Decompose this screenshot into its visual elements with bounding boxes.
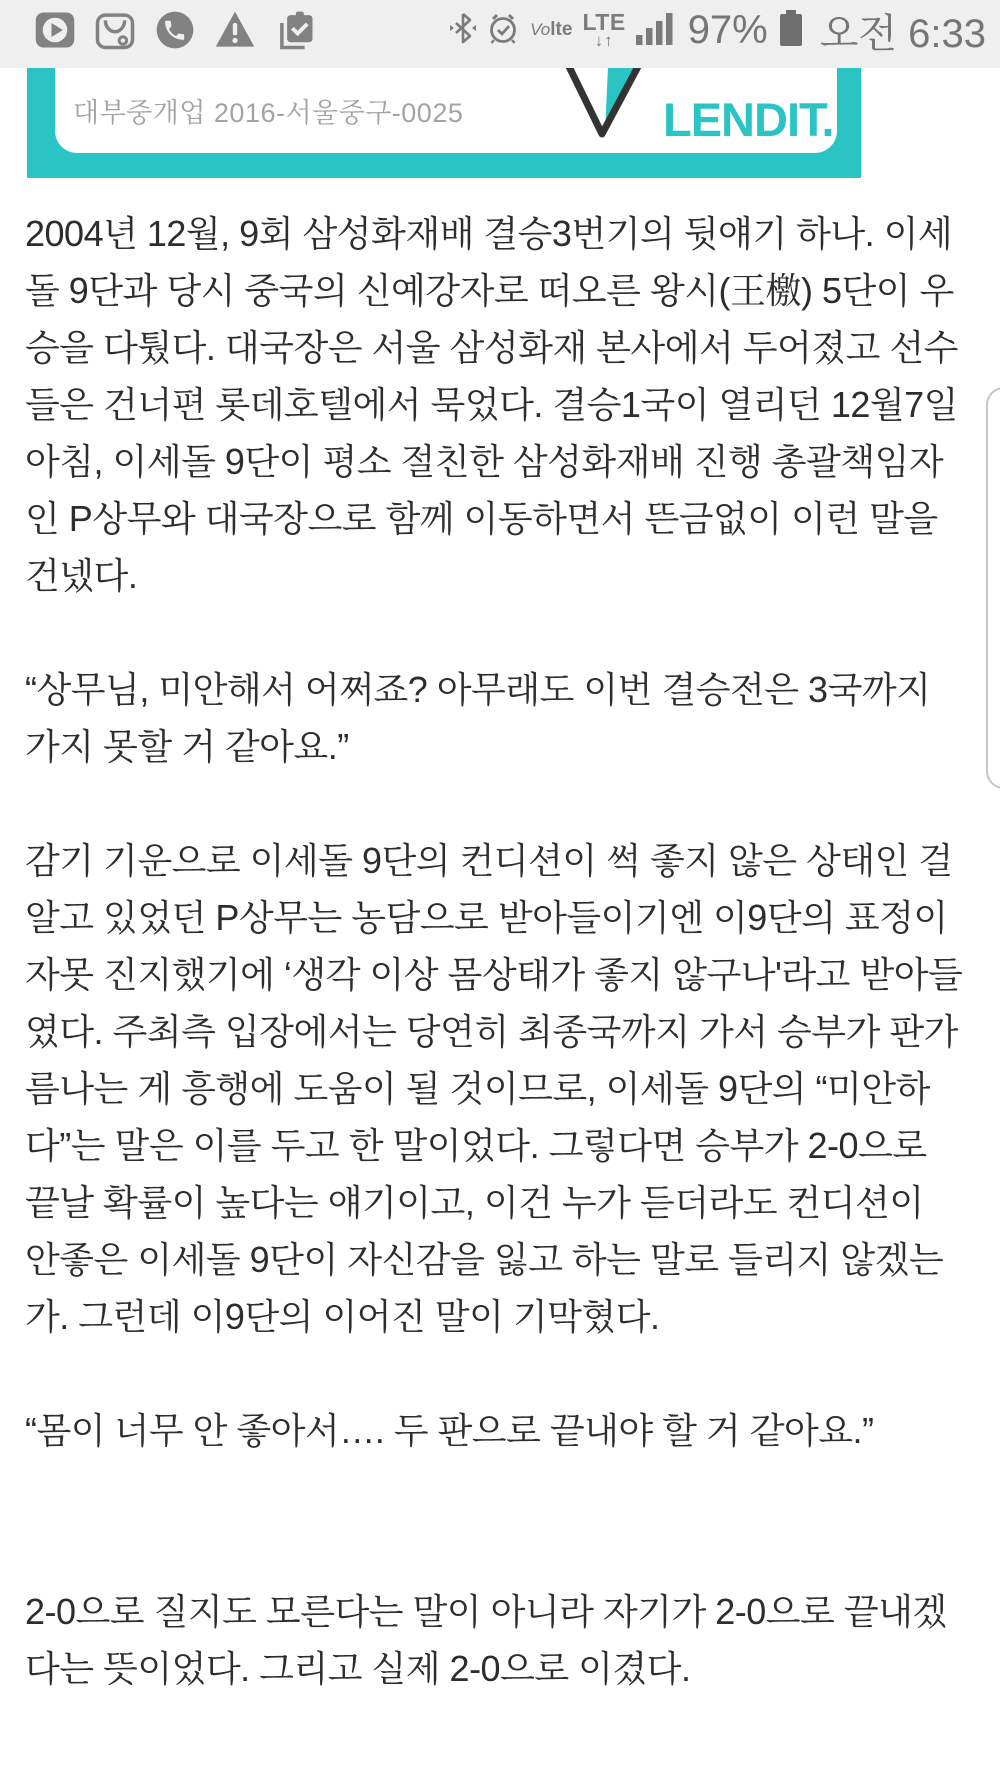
notification-icons [34,9,316,51]
battery-icon [778,9,804,52]
article-paragraph: 2-0으로 질지도 모른다는 말이 아니라 자기가 2-0으로 끝내겠다는 뜻이었다. 그리고 실제 2-0으로 이겼다. [25,1591,947,1689]
lendit-ad-banner[interactable] [27,68,861,178]
alarm-icon [486,11,520,50]
status-clock: 오전 6:33 [819,11,986,56]
status-indicators [450,2,986,59]
shopping-bag-icon [94,9,136,51]
article-paragraph: “상무님, 미안해서 어쩌죠? 아무래도 이번 결승전은 3국까지 가지 못할 거 같아요.” [25,669,931,767]
lendit-logo-icon [547,68,663,155]
warning-icon [214,9,256,51]
signal-strength-icon [636,11,674,50]
article-body [0,178,1000,1697]
clipboard-check-icon [274,9,316,51]
status-bar [0,0,1000,68]
scrollbar-thumb[interactable] [986,387,1000,789]
lte-arrows-icon: ↓↑ [594,31,614,50]
article-paragraph: 감기 기운으로 이세돌 9단의 컨디션이 썩 좋지 않은 상태인 걸 알고 있었던 P상무는 농담으로 받아들이기엔 이9단의 표정이 자못 진지했기에 ‘생각 이상 몸상태가 좋지 않구나'라고 받아들였다. 주최측 입장에서는 당연히 최종국까지 가서 승부가 판가름나는 게 흥행에 도움이 될 것이므로, 이세돌 9단의 “미안하다”는 말은 이를 두고 한 말이었다. 그렇다면 승부가 2-0으로 끝날 확률이 높다는 얘기이고, 이건 누가 듣더라도 컨디션이 안좋은 이세돌 9단이 자신감을 잃고 하는 말로 들리지 않겠는가. 그런데 이9단의 이어진 말이 기막혔다. [25,840,963,1337]
volte-vo-text: Vo [530,20,551,39]
lendit-brand-text: LENDIT. [663,93,834,146]
banner-registration-text: 대부중개업 2016-서울중구-0025 [73,98,464,128]
volte-icon [530,19,572,41]
article-paragraph: “몸이 너무 안 좋아서…. 두 판으로 끝내야 할 거 같아요.” [25,1410,874,1451]
banner-inner [55,68,837,153]
video-player-icon [34,9,76,51]
lte-label: LTE [582,9,626,35]
lte-icon [582,11,625,49]
bluetooth-icon [450,12,476,49]
article-paragraph: 2004년 12월, 9회 삼성화재배 결승3번기의 뒷얘기 하나. 이세돌 9단과 당시 중국의 신예강자로 떠오른 왕시(王檄) 5단이 우승을 다퉜다. 대국장은 서울 삼성화재 본사에서 두어졌고 선수들은 건너편 롯데호텔에서 묵었다. 결승1국이 열리던 12월7일 아침, 이세돌 9단이 평소 절친한 삼성화재배 진행 총괄책임자인 P상무와 대국장으로 함께 이동하면서 뜬금없이 이런 말을 건넸다. [25,213,958,596]
volte-lte-text: lte [550,19,573,40]
battery-percent: 97% [687,7,768,52]
missed-call-icon [154,9,196,51]
